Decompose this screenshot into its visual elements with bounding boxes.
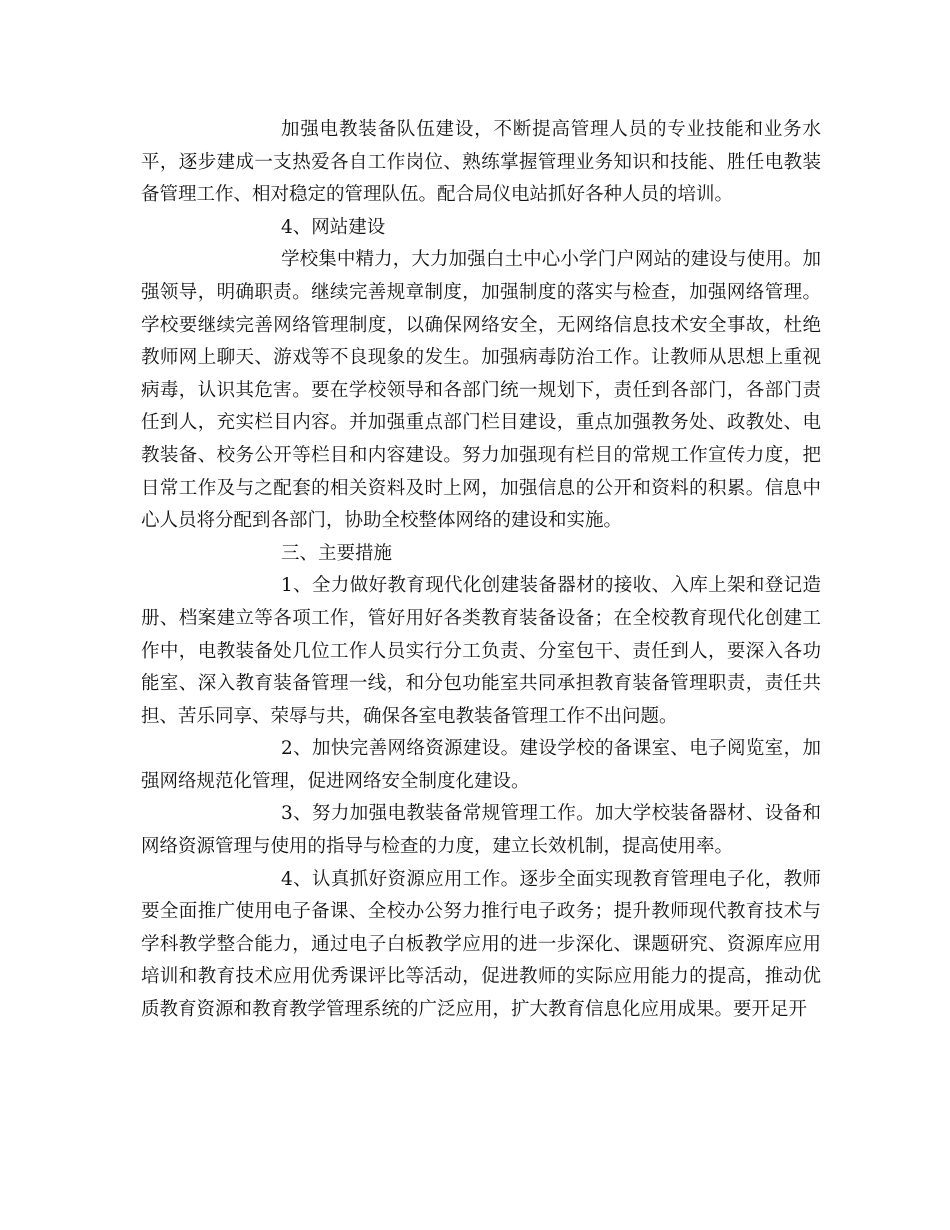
document-body (141, 114, 821, 1027)
paragraph-measure-3: 3、努力加强电教装备常规管理工作。加大学校装备器材、设备和网络资源管理与使用的指导与检查的力度，建立长效机制，提高使用率。 (141, 803, 821, 858)
paragraph-measure-2: 2、加快完善网络资源建设。建设学校的备课室、电子阅览室，加强网络规范化管理，促进网络安全制度化建设。 (141, 738, 821, 792)
paragraph-website-construction: 学校集中精力，大力加强白土中心小学门户网站的建设与使用。加强领导，明确职责。继续完善规章制度，加强制度的落实与检查，加强网络管理。学校要继续完善网络管理制度，以确保网络安全，无网络信息技术安全事故，杜绝教师网上聊天、游戏等不良现象的发生。加强病毒防治工作。让教师从思想上重视病毒，认识其危害。要在学校领导和各部门统一规划下，责任到各部门，各部门责任到人，充实栏目内容。并加强重点部门栏目建设，重点加强教务处、政教处、电教装备、校务公开等栏目和内容建设。努力加强现有栏目的常规工作宣传力度，把日常工作及与之配套的相关资料及时上网，加强信息的公开和资料的积累。信息中心人员将分配到各部门，协助全校整体网络的建设和实施。 (141, 249, 821, 532)
paragraph-measure-1: 1、全力做好教育现代化创建装备器材的接收、入库上架和登记造册、档案建立等各项工作，管好用好各类教育装备设备；在全校教育现代化创建工作中，电教装备处几位工作人员实行分工负责、分室包干、责任到人，要深入各功能室、深入教育装备管理一线，和分包功能室共同承担教育装备管理职责，责任共担、苦乐同享、荣辱与共，确保各室电教装备管理工作不出问题。 (141, 575, 821, 727)
heading-main-measures: 三、主要措施 (281, 542, 393, 564)
paragraph-measure-4: 4、认真抓好资源应用工作。逐步全面实现教育管理电子化，教师要全面推广使用电子备课、全校办公努力推行电子政务；提升教师现代教育技术与学科教学整合能力，通过电子白板教学应用的进一步深化、课题研究、资源库应用培训和教育技术应用优秀课评比等活动，促进教师的实际应用能力的提高，推动优质教育资源和教育教学管理系统的广泛应用，扩大教育信息化应用成果。要开足开 (141, 868, 821, 1021)
paragraph-team-building: 加强电教装备队伍建设，不断提高管理人员的专业技能和业务水平，逐步建成一支热爱各自工作岗位、熟练掌握管理业务知识和技能、胜任电教装备管理工作、相对稳定的管理队伍。配合局仪电站抓好各种人员的培训。 (141, 119, 821, 206)
heading-website-construction: 4、网站建设 (281, 216, 386, 238)
